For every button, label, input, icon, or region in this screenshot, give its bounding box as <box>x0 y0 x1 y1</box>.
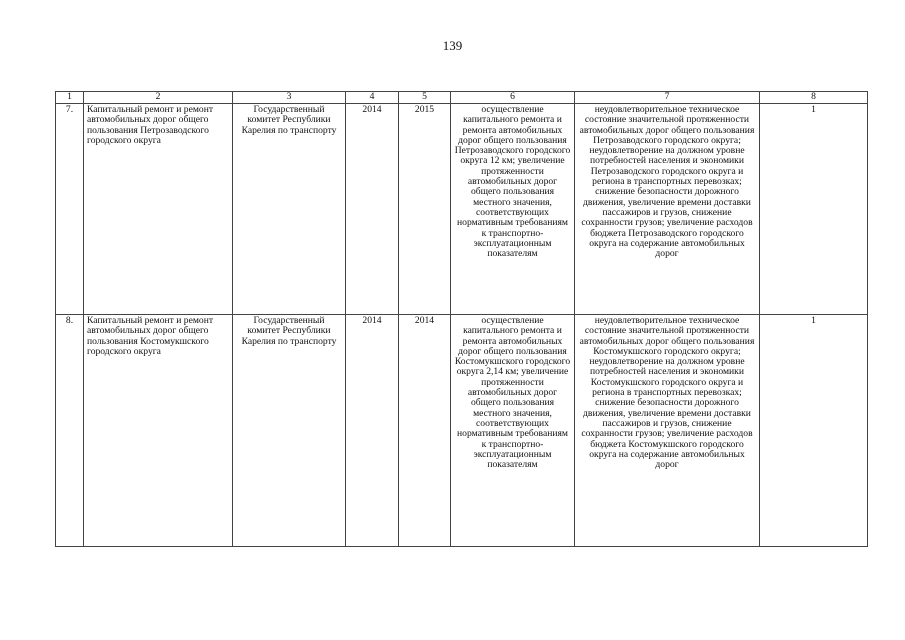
expected-result-cell: осуществление капитального ремонта и ремонта автомобильных дорог общего пользования Петрозаводского городского округа 12 км; увеличение протяженности автомобильных дорог общего пользования местного значения, соответствующих нормативным требованиям к транспортно-эксплуатационным показателям <box>451 104 575 315</box>
start-year-cell: 2014 <box>346 315 399 547</box>
column-number: 7 <box>575 92 760 104</box>
column-number: 4 <box>346 92 399 104</box>
executor-cell: Государственный комитет Республики Карелия по транспорту <box>233 104 346 315</box>
expected-result-cell: осуществление капитального ремонта и ремонта автомобильных дорог общего пользования Костомукшского городского округа 2,14 км; увеличение протяженности автомобильных дорог общего пользования местного значения, соответствующих нормативным требованиям к транспортно-эксплуатационным показателям <box>451 315 575 547</box>
start-year-cell: 2014 <box>346 104 399 315</box>
column-number: 8 <box>760 92 868 104</box>
end-year-cell: 2015 <box>399 104 451 315</box>
column-number: 5 <box>399 92 451 104</box>
end-year-cell: 2014 <box>399 315 451 547</box>
indicator-link-cell: 1 <box>760 315 868 547</box>
column-number-row <box>56 92 868 104</box>
column-number: 6 <box>451 92 575 104</box>
column-number: 2 <box>84 92 233 104</box>
table-row <box>56 315 868 547</box>
executor-cell: Государственный комитет Республики Карелия по транспорту <box>233 315 346 547</box>
measures-table <box>55 91 868 547</box>
table-row <box>56 104 868 315</box>
row-number-cell: 7. <box>56 104 84 315</box>
measure-name-cell: Капитальный ремонт и ремонт автомобильных дорог общего пользования Петрозаводского городского округа <box>84 104 233 315</box>
indicator-link-cell: 1 <box>760 104 868 315</box>
column-number: 3 <box>233 92 346 104</box>
column-number: 1 <box>56 92 84 104</box>
consequences-cell: неудовлетворительное техническое состояние значительной протяженности автомобильных дорог общего пользования Петрозаводского городского округа; неудовлетворение на должном уровне потребностей населения и экономики Петрозаводского городского округа и региона в транспортных перевозках; снижение безопасности дорожного движения, увеличение времени доставки пассажиров и грузов, снижение сохранности грузов; увеличение расходов бюджета Петрозаводского городского округа на содержание автомобильных дорог <box>575 104 760 315</box>
page-number: 139 <box>442 38 463 53</box>
consequences-cell: неудовлетворительное техническое состояние значительной протяженности автомобильных дорог общего пользования Костомукшского городского округа; неудовлетворение на должном уровне потребностей населения и экономики Костомукшского городского округа и региона в транспортных перевозках; снижение безопасности дорожного движения, увеличение времени доставки пассажиров и грузов, снижение сохранности грузов; увеличение расходов бюджета Костомукшского городского округа на содержание автомобильных дорог <box>575 315 760 547</box>
row-number-cell: 8. <box>56 315 84 547</box>
measure-name-cell: Капитальный ремонт и ремонт автомобильных дорог общего пользования Костомукшского городского округа <box>84 315 233 547</box>
